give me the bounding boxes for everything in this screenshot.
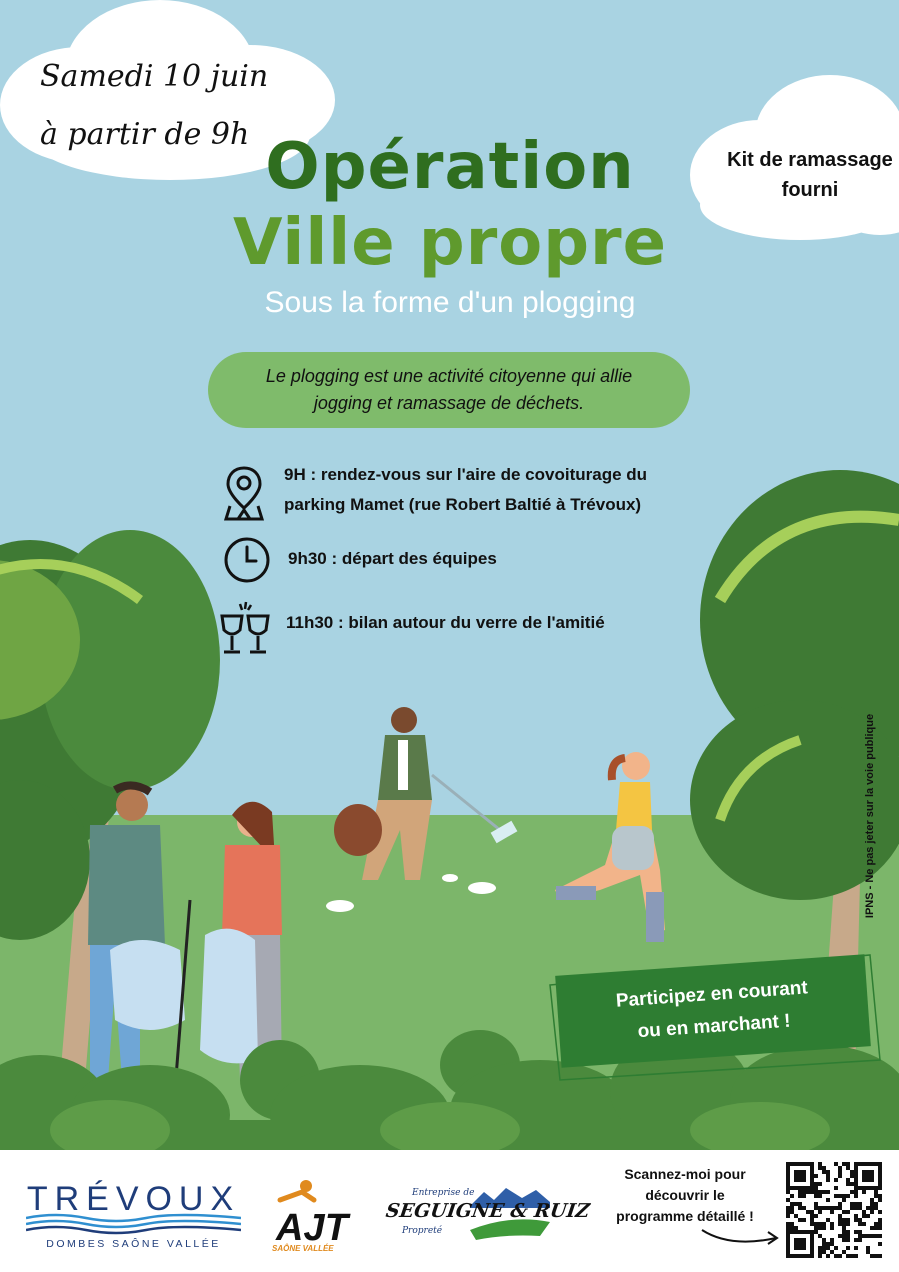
scan-line-1: Scannez-moi pour bbox=[624, 1166, 746, 1182]
kit-line-2: fourni bbox=[781, 179, 839, 201]
seguigne-logo-bottom: Propreté bbox=[402, 1226, 443, 1236]
schedule-item-3 bbox=[286, 608, 605, 638]
kit-line-1: Kit de ramassage bbox=[727, 149, 893, 171]
subtitle: Sous la forme d'un plogging bbox=[264, 286, 636, 319]
ajt-runner-icon bbox=[272, 1178, 352, 1244]
footer bbox=[0, 1150, 899, 1272]
intro-pill bbox=[208, 352, 690, 428]
arrow-right-icon bbox=[700, 1224, 782, 1248]
legal-notice: IPNS - Ne pas jeter sur la voie publique bbox=[864, 713, 876, 919]
schedule-item-2 bbox=[288, 544, 497, 574]
date-line-2: à partir de 9h bbox=[40, 117, 250, 152]
schedule-item-1-line-2: parking Mamet (rue Robert Baltié à Trévoux) bbox=[284, 495, 642, 514]
ajt-logo-name: AJT bbox=[276, 1207, 348, 1244]
schedule-item-1-line-1: 9H : rendez-vous sur l'aire de covoiturage du bbox=[284, 465, 648, 484]
schedule-item-3-line-1: 11h30 : bilan autour du verre de l'amitié bbox=[286, 613, 605, 632]
scan-prompt bbox=[596, 1164, 774, 1227]
title-line-1: Opération bbox=[265, 130, 635, 204]
intro-line-1: Le plogging est une activité citoyenne qui allie bbox=[265, 366, 633, 386]
date-line-1: Samedi 10 juin bbox=[40, 59, 269, 94]
qr-code[interactable] bbox=[786, 1162, 882, 1258]
location-pin-icon bbox=[224, 464, 264, 522]
ajt-logo-subtitle: SAÔNE VALLÉE bbox=[272, 1244, 334, 1253]
toast-glasses-icon bbox=[216, 600, 274, 656]
schedule-item-2-line-1: 9h30 : départ des équipes bbox=[288, 549, 497, 568]
clock-icon bbox=[222, 535, 272, 585]
seguigne-logo-name: SEGUIGNE & RUIZ bbox=[384, 1200, 592, 1222]
intro-line-2: jogging et ramassage de déchets. bbox=[313, 393, 585, 413]
trevoux-waves-icon bbox=[26, 1212, 241, 1236]
scan-line-3: programme détaillé ! bbox=[616, 1208, 754, 1224]
scan-line-2: découvrir le bbox=[645, 1187, 725, 1203]
schedule-item-1 bbox=[284, 460, 647, 520]
trevoux-logo-name: TRÉVOUX bbox=[26, 1180, 241, 1218]
cta-line-1: Participez en courant bbox=[615, 977, 809, 1012]
seguigne-logo-top: Entreprise de bbox=[412, 1188, 475, 1198]
cta-line-2: ou en marchant ! bbox=[636, 1010, 792, 1043]
title-line-2: Ville propre bbox=[232, 206, 668, 280]
trevoux-logo-subtitle: DOMBES SAÔNE VALLÉE bbox=[46, 1238, 221, 1250]
